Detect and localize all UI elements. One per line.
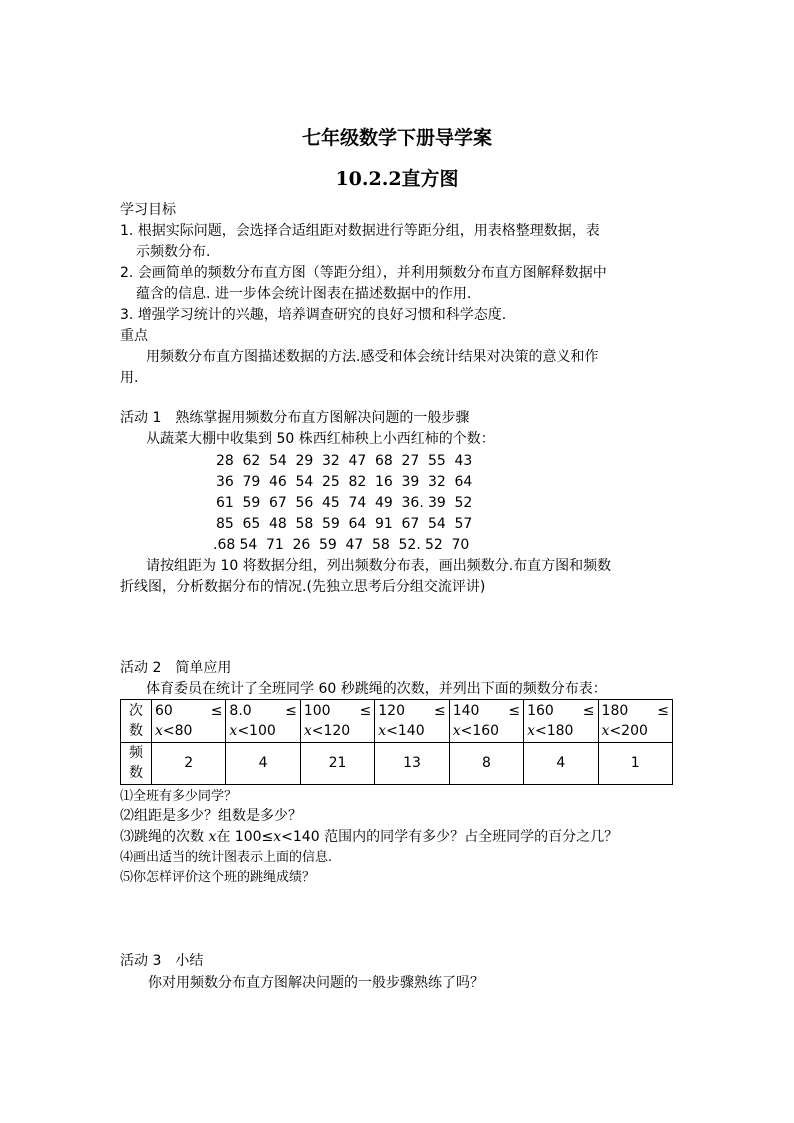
frequency-cell: 4	[226, 742, 300, 785]
objective-3: 3. 增强学习统计的兴趣，培养调查研究的良好习惯和科学态度.	[120, 307, 507, 323]
data-row-3	[216, 493, 481, 513]
objectives-heading: 学习目标	[120, 202, 176, 218]
data-cell: 49	[375, 495, 393, 511]
range-low: 100	[303, 702, 331, 719]
data-cell: 29	[295, 453, 314, 469]
range-high: <100	[237, 722, 276, 739]
row-header-count	[121, 700, 152, 743]
question-2: ⑵组距是多少？组数是多少？	[120, 808, 302, 824]
data-cell: 32	[322, 453, 340, 469]
data-cell: 39	[428, 495, 446, 511]
data-cell: 28	[216, 453, 234, 469]
range-var: x	[155, 722, 163, 739]
key-points-line-1: 用频数分布直方图描述数据的方法.感受和体会统计结果对决策的意义和作	[146, 349, 599, 365]
activity1-task-line-1: 请按组距为 10 将数据分组，列出频数分布表，画出频数分.布直方图和频数	[146, 558, 612, 574]
data-cell: 54	[269, 453, 287, 469]
data-cell: 52.	[398, 537, 421, 553]
range-sym: ≤	[285, 702, 297, 719]
objective-2-line-2: 蕴含的信息. 进一步体会统计图表在描述数据中的作用.	[136, 286, 472, 302]
data-cell: 47	[345, 537, 364, 553]
frequency-cell: 2	[152, 742, 226, 785]
data-row-2	[216, 472, 481, 492]
data-cell: 47	[348, 453, 367, 469]
data-cell: 58	[295, 516, 314, 532]
range-var: x	[601, 722, 610, 739]
data-cell: 70	[451, 537, 470, 553]
key-points-heading: 重点	[120, 328, 148, 344]
data-cell: 56	[295, 495, 314, 511]
table-row-frequencies	[121, 742, 673, 785]
range-cell	[598, 700, 672, 743]
range-high: <180	[535, 722, 574, 739]
data-cell: 64	[454, 474, 473, 490]
data-cell: 79	[242, 474, 261, 490]
question-5: ⑸你怎样评价这个班的跳绳成绩？	[120, 870, 316, 885]
range-sym: ≤	[657, 702, 669, 719]
table-row-ranges	[121, 700, 673, 743]
objective-1-line-1: 1. 根据实际问题，会选择合适组距对数据进行等距分组，用表格整理数据，表	[120, 223, 600, 239]
data-cell: 62	[242, 453, 261, 469]
range-cell	[375, 700, 449, 743]
activity1-intro: 从蔬菜大棚中收集到 50 株西红柿秧上小西红柿的个数：	[146, 431, 495, 447]
activity2-intro: 体育委员在统计了全班同学 60 秒跳绳的次数，并列出下面的频数分布表：	[146, 681, 607, 697]
data-cell: 26	[292, 537, 311, 553]
frequency-cell: 21	[300, 742, 374, 785]
row-header-char: 次	[129, 702, 143, 719]
data-row-1	[216, 451, 481, 471]
data-cell: 67	[269, 495, 287, 511]
frequency-cell: 8	[449, 742, 523, 785]
data-cell: 36	[216, 474, 234, 490]
data-cell: 46	[269, 474, 287, 490]
range-cell	[449, 700, 523, 743]
activity1-task-line-2: 折线图，分析数据分布的情况.(先独立思考后分组交流评讲)	[120, 579, 486, 595]
data-row-4	[216, 514, 481, 534]
data-cell: 32	[428, 474, 446, 490]
data-cell: 64	[348, 516, 367, 532]
question-3-part-a: ⑶跳绳的次数	[120, 829, 209, 845]
data-cell: 91	[375, 516, 393, 532]
data-cell: 68	[375, 453, 393, 469]
data-cell: 54	[239, 537, 258, 553]
range-cell	[152, 700, 226, 743]
range-var: x	[378, 722, 387, 739]
range-sym: ≤	[582, 702, 595, 719]
range-cell	[300, 700, 374, 743]
range-cell	[226, 700, 300, 743]
objective-2-line-1: 2. 会画简单的频数分布直方图（等距分组），并利用频数分布直方图解释数据中	[120, 265, 607, 281]
range-low: 180	[601, 702, 629, 719]
range-var: x	[452, 722, 461, 739]
question-3-part-b: 在 100≤	[216, 829, 274, 845]
frequency-cell: 4	[524, 742, 598, 785]
data-cell: 39	[401, 474, 420, 490]
data-cell: 43	[454, 453, 473, 469]
question-1: ⑴全班有多少同学？	[120, 789, 238, 804]
data-cell: 74	[348, 495, 367, 511]
data-cell: 52	[454, 495, 473, 511]
activity2-heading: 活动 2 简单应用	[120, 660, 232, 676]
data-cell: 16	[375, 474, 393, 490]
data-cell: 36.	[401, 495, 424, 511]
range-sym: ≤	[210, 702, 223, 719]
data-cell: 67	[401, 516, 420, 532]
range-high: <200	[609, 722, 648, 739]
range-high: <160	[460, 722, 500, 739]
row-header-char: 数	[129, 722, 143, 739]
activity1-heading: 活动 1 熟练掌握用频数分布直方图解决问题的一般步骤	[120, 410, 470, 426]
data-cell: 55	[428, 453, 446, 469]
question-3-part-c: <140 范围内的同学有多少？占全班同学的百分之几？	[281, 829, 619, 845]
frequency-cell: 13	[375, 742, 449, 785]
data-cell: 65	[242, 516, 261, 532]
page-title: 七年级数学下册导学案	[301, 127, 492, 149]
range-sym: ≤	[433, 702, 446, 719]
activity3-heading: 活动 3 小结	[120, 953, 204, 969]
range-high: <80	[162, 722, 193, 739]
range-sym: ≤	[359, 702, 372, 719]
data-cell: .68	[213, 537, 236, 553]
frequency-table	[120, 699, 673, 785]
data-cell: 58	[372, 537, 390, 553]
row-header-char: 数	[129, 765, 143, 782]
data-cell: 59	[319, 537, 337, 553]
range-var: x	[527, 722, 536, 739]
variable-x: x	[273, 829, 282, 845]
data-cell: 57	[454, 516, 473, 532]
data-cell: 85	[216, 516, 234, 532]
question-4: ⑷画出适当的统计图表示上面的信息.	[120, 850, 333, 865]
page-subtitle: 10.2.2直方图	[335, 168, 459, 190]
range-low: 120	[378, 702, 405, 719]
row-header-char: 频	[129, 745, 143, 762]
data-cell: 54	[295, 474, 314, 490]
key-points-line-2: 用.	[120, 370, 139, 386]
range-cell	[524, 700, 598, 743]
data-cell: 59	[242, 495, 261, 511]
data-cell: 45	[322, 495, 340, 511]
frequency-cell: 1	[598, 742, 672, 785]
range-high: <120	[311, 722, 351, 739]
range-low: 160	[527, 702, 554, 719]
activity3-text: 你对用频数分布直方图解决问题的一般步骤熟练了吗？	[148, 975, 484, 991]
range-low: 8.0	[229, 702, 252, 719]
data-cell: 59	[322, 516, 340, 532]
range-var: x	[229, 722, 238, 739]
objective-1-line-2: 示频数分布.	[136, 244, 211, 260]
data-row-5	[213, 535, 478, 555]
variable-x: x	[208, 829, 217, 845]
data-cell: 71	[266, 537, 284, 553]
row-header-frequency	[121, 742, 152, 785]
data-cell: 54	[428, 516, 446, 532]
range-low: 140	[452, 702, 480, 719]
data-cell: 48	[269, 516, 287, 532]
data-cell: 82	[348, 474, 367, 490]
data-cell: 61	[216, 495, 234, 511]
range-high: <140	[386, 722, 425, 739]
data-cell: 27	[401, 453, 420, 469]
range-sym: ≤	[508, 702, 521, 719]
range-low: 60	[155, 702, 173, 719]
range-var: x	[303, 722, 312, 739]
data-cell: 25	[322, 474, 340, 490]
data-cell: 52	[425, 537, 443, 553]
question-3	[120, 827, 618, 847]
